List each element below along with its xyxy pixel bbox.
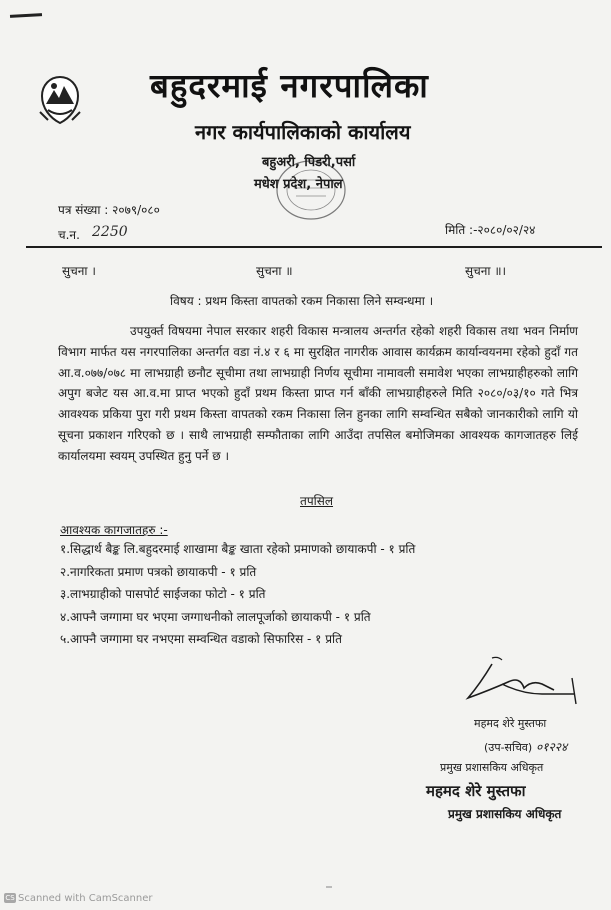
documents-heading: आवश्यक कागजातहरु :- (60, 523, 168, 537)
nepal-emblem-icon (36, 74, 84, 126)
header-divider (26, 246, 602, 248)
list-item: २.नागरिकता प्रमाण पत्रको छायाकपी - १ प्रति (60, 564, 257, 579)
notice-label-1: सुचना । (62, 264, 96, 278)
scanner-text: Scanned with CamScanner (18, 893, 153, 904)
notice-body (58, 321, 578, 467)
dispatch-number-label: च.न. (58, 228, 80, 242)
list-item: ३.लाभग्राहीको पासपोर्ट साईजका फोटो - १ प्रति (60, 587, 266, 601)
schedule-heading: तपसिल (300, 494, 334, 508)
list-item: ५.आफ्नै जग्गामा घर नभएमा सम्वन्धित वडाको सिफारिस - १ प्रति (60, 632, 343, 646)
handwritten-signature (462, 654, 582, 712)
dispatch-number-handwritten: 2250 (92, 224, 128, 240)
scanner-watermark (4, 893, 153, 904)
documents-list (60, 538, 415, 651)
signature-stamp-post: प्रमुख प्रशासकिय अधिकृत (448, 807, 562, 821)
subject-line: विषय : प्रथम किस्ता वापतको रकम निकासा लिने सम्वन्धमा । (170, 294, 434, 308)
letter-date: मिति :-२०८०/०२/२४ (445, 223, 536, 237)
address-line-2: मधेश प्रदेश, नेपाल (254, 177, 343, 192)
notice-label-3: सुचना ॥। (465, 264, 507, 278)
signatory-post: प्रमुख प्रशासकिय अधिकृत (440, 761, 544, 774)
paper-mark (326, 886, 332, 888)
signatory-name: महमद शेरे मुस्तफा (474, 717, 547, 730)
notice-label-2: सुचना ॥ (256, 264, 293, 278)
signatory-initial: ०१२२४ (536, 740, 568, 754)
municipality-title: बहुदरमाई नगरपालिका (150, 66, 429, 105)
camscanner-icon: CS (5, 894, 15, 902)
signatory-designation: (उप-सचिव) (484, 741, 533, 754)
letter-number: पत्र संख्या : २०७९/०८० (58, 203, 160, 217)
pen-mark (10, 13, 42, 18)
body-paragraph: उपयुर्क्त विषयमा नेपाल सरकार शहरी विकास मन्त्रालय अन्तर्गत रहेको शहरी विकास तथा भवन निर्माण विभाग मार्फत यस नगरपालिका अन्तर्गत वडा नं.४ र ६ मा सुरक्षित नागरीक आवास कार्यक्रम कार्यान्वयनमा रहेको हुदाँ गत आ.व.०७७/०७८ मा लाभग्राही छनौट सूचीमा तथा लाभग्राही निर्णय सूचीमा नामावली समावेश भएका लाभग्राहीहरुको लागि अपुग बजेट यस आ.व.मा प्राप्त भएको हुदाँ प्रथम किस्ता प्राप्त गर्न बाँकी लाभग्राहीहरुले मिति २०८०/०३/१० गते भित्र आवश्यक प्रकिया पुरा गरी प्रथम किस्ता वापतको रकम निकासा लिन हुनका लागि सम्वन्धित सबैको जानकारीको लागि यो सूचना प्रकाशन गरिएको छ । साथै लाभग्राही सम्फौताका लागि आउँदा तपसिल बमोजिमका आवश्यक कागजातहरु लिई कार्यालयमा स्वयम् उपस्थित हुनु पर्ने छ । (58, 324, 578, 463)
signature-stamp-name: महमद शेरे मुस्तफा (426, 782, 526, 800)
office-subtitle: नगर कार्यपालिकाको कार्यालय (195, 120, 411, 144)
address-line-1: बहुअरी, पिडरी,पर्सा (262, 155, 356, 170)
list-item: ४.आफ्नै जग्गामा घर भएमा जग्गाधनीको लालपूर्जाको छायाकपी - १ प्रति (60, 609, 371, 624)
list-item: १.सिद्धार्थ बैङ्क लि.बहुदरमाई शाखामा बैङ्क खाता रहेको प्रमाणको छायाकपी - १ प्रति (60, 542, 416, 556)
